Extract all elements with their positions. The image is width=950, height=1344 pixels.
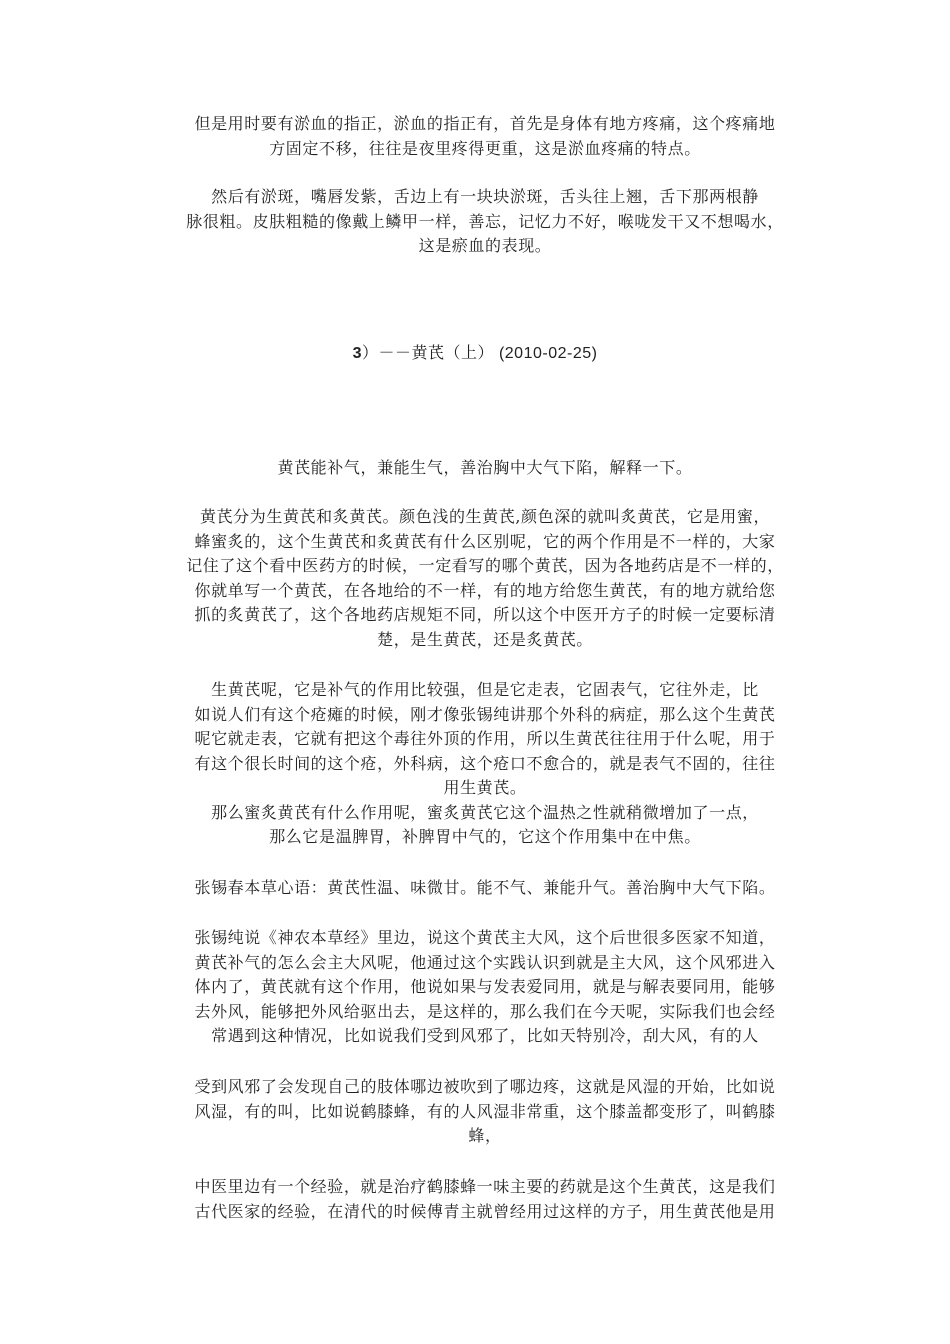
text-line: 有这个很长时间的这个疮，外科病，这个疮口不愈合的，就是表气不固的，往往 [194,753,776,773]
text-line: 蜂蜜炙的，这个生黄芪和炙黄芪有什么区别呢，它的两个作用是不一样的，大家 [194,531,776,551]
text-line: 古代医家的经验，在清代的时候傅青主就曾经用过这样的方子，用生黄芪他是用 [194,1201,776,1221]
text-line: 中医里边有一个经验，就是治疗鹤膝蜂一味主要的药就是这个生黄芪，这是我们 [194,1177,776,1196]
text-line: 但是用时要有淤血的指正，淤血的指正有，首先是身体有地方疼痛，这个疼痛地 [194,114,776,133]
paragraph-great-wind [140,926,830,1049]
paragraph-zhang-quote [140,876,830,901]
text-line: 脉很粗。皮肤粗糙的像戴上鳞甲一样，善忘，记忆力不好，喉咙发干又不想喝水， [186,211,784,231]
text-line: 体内了，黄芪就有这个作用，他说如果与发表爱同用，就是与解表要同用，能够 [194,977,776,996]
text-line: 那么它是温脾胃，补脾胃中气的，它这个作用集中在中焦。 [269,827,701,846]
text-line: 黄芪分为生黄芪和炙黄芪。颜色浅的生黄芪,颜色深的就叫炙黄芪，它是用蜜， [199,507,771,526]
paragraph-tcm-experience [140,1175,830,1224]
text-line: 受到风邪了会发现自己的肢体哪边被吹到了哪边疼，这就是风湿的开始，比如说 [194,1077,776,1096]
text-line: 方固定不移，往往是夜里疼得更重，这是淤血疼痛的特点。 [269,138,701,158]
text-line: 风湿，有的叫，比如说鹤膝蜂，有的人风湿非常重，这个膝盖都变形了，叫鹤膝 [194,1101,776,1121]
text-line: 如说人们有这个疮瘫的时候，刚才像张锡纯讲那个外科的病症，那么这个生黄芪 [194,704,776,724]
text-line: 蜂， [468,1126,502,1145]
paragraph-rheumatism [140,1075,830,1149]
paragraph-blood-stasis-appearance [140,185,830,259]
text-line: 用生黄芪。 [443,778,527,797]
section-date: (2010-02-25) [498,345,598,362]
paragraph-blood-stasis-signs [140,112,830,161]
section-title: ）－－黄芪（上） [361,345,494,362]
text-line: 张锡纯说《神农本草经》里边，说这个黄芪主大风，这个后世很多医家不知道， [194,928,776,947]
text-line: 常遇到这种情况，比如说我们受到风邪了，比如天特别冷，刮大风，有的人 [211,1026,759,1045]
text-line: 黄芪补气的怎么会主大风呢，他通过这个实践认识到就是主大风，这个风邪进入 [194,952,776,972]
text-line: 去外风，能够把外风给驱出去，是这样的，那么我们在今天呢，实际我们也会经 [194,1001,776,1021]
text-line: 记住了这个看中医药方的时候，一定看写的哪个黄芪，因为各地药店是不一样的， [186,556,784,575]
paragraph-huangqi-intro [140,456,830,481]
text-line: 然后有淤斑，嘴唇发紫，舌边上有一块块淤斑，舌头往上翘，舌下那两根静 [211,187,759,206]
paragraph-huangqi-types [140,505,830,652]
text-line: 生黄芪呢，它是补气的作用比较强，但是它走表，它固表气，它往外走，比 [211,680,759,699]
paragraph-raw-huangqi [140,678,830,850]
text-line: 黄芪能补气，兼能生气，善治胸中大气下陷，解释一下。 [277,458,693,477]
text-line: 呢它就走表，它就有把这个毒往外顶的作用，所以生黄芪往往用于什么呢，用于 [194,729,776,748]
text-line: 那么蜜炙黄芪有什么作用呢，蜜炙黄芪它这个温热之性就稍微增加了一点， [211,802,759,822]
text-line: 张锡春本草心语：黄芪性温、味微甘。能不气、兼能升气。善治胸中大气下陷。 [194,878,776,897]
text-line: 楚，是生黄芪，还是炙黄芪。 [377,629,593,649]
text-line: 你就单写一个黄芪，在各地给的不一样，有的地方给您生黄芪，有的地方就给您 [194,580,776,600]
section-number: 3 [352,345,362,362]
section-heading [140,340,810,363]
text-line: 抓的炙黄芪了，这个各地药店规矩不同，所以这个中医开方子的时候一定要标清 [194,605,776,624]
text-line: 这是瘀血的表现。 [418,236,552,255]
